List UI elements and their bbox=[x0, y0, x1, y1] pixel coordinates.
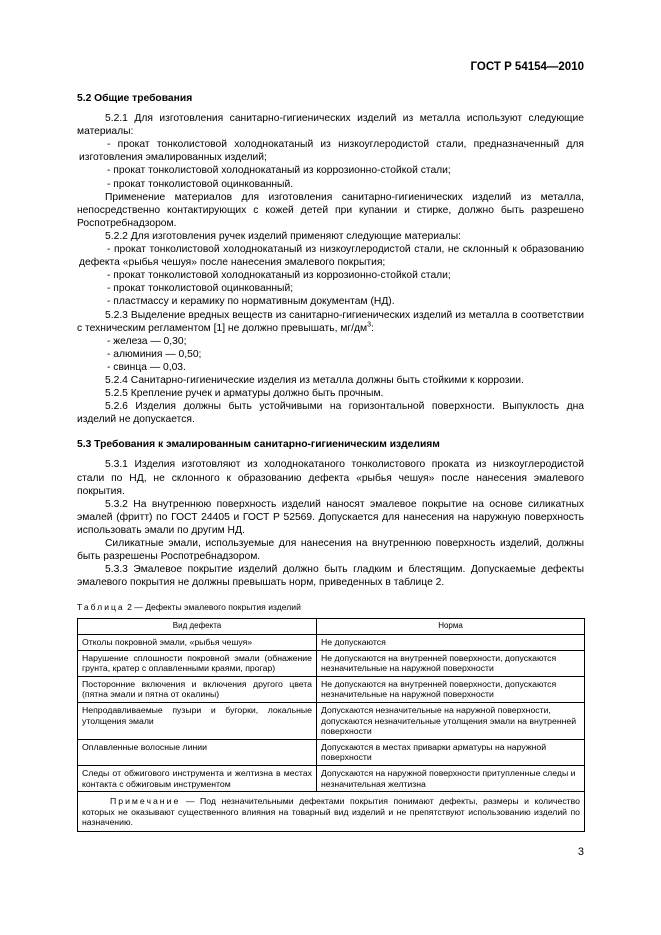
defect-cell: Посторонние включения и включения другого цвета (пятна эмали и пятна от окалины) bbox=[78, 676, 317, 702]
list-item: - прокат тонколистовой холоднокатаный из низкоуглеродистой стали, не склонный к образованию дефекта «рыбья чешуя» после нанесения эмалевого покрытия; bbox=[77, 243, 584, 269]
table-row bbox=[78, 635, 585, 651]
list-item: - прокат тонколистовой оцинкованный; bbox=[77, 282, 584, 295]
table-note bbox=[78, 792, 585, 832]
norm-cell: Не допускаются на внутренней поверхности, допускаются незначительные на наружной поверхности bbox=[317, 650, 585, 676]
defects-table bbox=[77, 618, 585, 832]
para-5-2-3 bbox=[77, 309, 584, 335]
superscript: 3 bbox=[367, 321, 372, 329]
table-caption-text: 2 — Дефекты эмалевого покрытия изделий bbox=[124, 602, 301, 613]
defect-cell: Оплавленные волосные линии bbox=[78, 739, 317, 765]
norm-cell: Допускаются на наружной поверхности притупленные следы и незначительная желтизна bbox=[317, 766, 585, 792]
defect-cell: Нарушение сплошности покровной эмали (обнажение грунта, кратер с оплавленными краями, прогар) bbox=[78, 650, 317, 676]
column-header-defect: Вид дефекта bbox=[78, 619, 317, 635]
list-item: - пластмассу и керамику по нормативным документам (НД). bbox=[77, 295, 584, 308]
document-id: ГОСТ Р 54154—2010 bbox=[470, 61, 584, 73]
table-row bbox=[78, 703, 585, 740]
table-row bbox=[78, 766, 585, 792]
column-header-norm: Норма bbox=[317, 619, 585, 635]
list-item: - алюминия — 0,50; bbox=[77, 348, 584, 361]
defect-cell: Непродавливаемые пузыри и бугорки, локальные утолщения эмали bbox=[78, 703, 317, 740]
para-5-2-4: 5.2.4 Санитарно-гигиенические изделия из металла должны быть стойкими к коррозии. bbox=[105, 374, 524, 386]
para-5-2-2: 5.2.2 Для изготовления ручек изделий применяют следующие материалы: bbox=[105, 230, 462, 242]
para-silicate-enamels: Силикатные эмали, используемые для нанесения на внутреннюю поверхность изделий, должны быть разрешены Роспотребнадзором. bbox=[77, 538, 584, 563]
para-5-2-6: 5.2.6 Изделия должны быть устойчивыми на горизонтальной поверхности. Выпуклость дна изделий не допускается. bbox=[77, 401, 584, 426]
para-5-2-5: 5.2.5 Крепление ручек и арматуры должно быть прочным. bbox=[105, 388, 384, 400]
para-5-2-3-end: : bbox=[371, 322, 374, 334]
list-item: - прокат тонколистовой холоднокатаный из низкоуглеродистой стали, предназначенный для изготовления эмалированных изделий; bbox=[77, 138, 584, 164]
table-row bbox=[78, 650, 585, 676]
defect-cell: Отколы покровной эмали, «рыбья чешуя» bbox=[78, 635, 317, 651]
para-5-3-2: 5.3.2 На внутреннюю поверхность изделий наносят эмалевое покрытие на основе силикатных эмалей (фритт) по ГОСТ 24405 и ГОСТ Р 52569. Допускается для нанесения на наружную поверхность использовать эмали по другим НД. bbox=[77, 498, 584, 536]
table-row bbox=[78, 739, 585, 765]
list-item: - свинца — 0,03. bbox=[77, 361, 584, 374]
section-5-3-title: 5.3 Требования к эмалированным санитарно-гигиеническим изделиям bbox=[77, 439, 440, 451]
table-note-row bbox=[78, 792, 585, 832]
norm-cell: Допускаются незначительные на наружной поверхности, допускаются незначительные утолщения эмали на внутренней поверхности bbox=[317, 703, 585, 740]
para-5-3-1: 5.3.1 Изделия изготовляют из холоднокатаного тонколистового проката из низкоуглеродистой стали по НД, не склонного к образованию дефекта «рыбья чешуя» после нанесения эмалевого покрытия. bbox=[77, 459, 584, 497]
table-caption-prefix: Таблица bbox=[77, 602, 125, 613]
table-caption bbox=[77, 601, 584, 614]
para-5-2-1: 5.2.1 Для изготовления санитарно-гигиенических изделий из металла используют следующие материалы: bbox=[77, 113, 584, 138]
list-item: - прокат тонколистовой оцинкованный. bbox=[77, 178, 584, 191]
note-prefix: Примечание bbox=[110, 796, 181, 807]
section-5-2-title: 5.2 Общие требования bbox=[77, 93, 193, 104]
list-item: - прокат тонколистовой холоднокатаный из коррозионно-стойкой стали; bbox=[77, 164, 584, 177]
norm-cell: Не допускаются bbox=[317, 635, 585, 651]
para-materials-approval: Применение материалов для изготовления санитарно-гигиенических изделий из металла, непосредственно контактирующих с кожей детей при купании и стирке, должно быть разрешено Роспотребнадзором. bbox=[77, 191, 584, 229]
para-5-3-3: 5.3.3 Эмалевое покрытие изделий должно быть гладким и блестящим. Допускаемые дефекты эмалевого покрытия не должны превышать норм, приведенных в таблице 2. bbox=[77, 564, 584, 589]
page-content bbox=[77, 92, 584, 832]
para-5-2-3-text: 5.2.3 Выделение вредных веществ из санитарно-гигиенических изделий из металла в соответствии с техническим регламентом [1] не должно превышать, мг/дм bbox=[77, 309, 584, 334]
list-item: - железа — 0,30; bbox=[77, 335, 584, 348]
table-row bbox=[78, 676, 585, 702]
norm-cell: Не допускаются на внутренней поверхности, допускаются незначительные на наружной поверхности bbox=[317, 676, 585, 702]
table-header-row bbox=[78, 619, 585, 635]
defect-cell: Следы от обжигового инструмента и желтизна в местах контакта с обжиговым инструментом bbox=[78, 766, 317, 792]
norm-cell: Допускаются в местах приварки арматуры на наружной поверхности bbox=[317, 739, 585, 765]
note-text: — Под незначительными дефектами покрытия понимают дефекты, размеры и количество которых не оказывают существенного влияния на товарный вид изделий и не препятствуют использованию изделий по назначению. bbox=[82, 796, 580, 828]
list-item: - прокат тонколистовой холоднокатаный из коррозионно-стойкой стали; bbox=[77, 269, 584, 282]
page-number: 3 bbox=[577, 846, 584, 858]
